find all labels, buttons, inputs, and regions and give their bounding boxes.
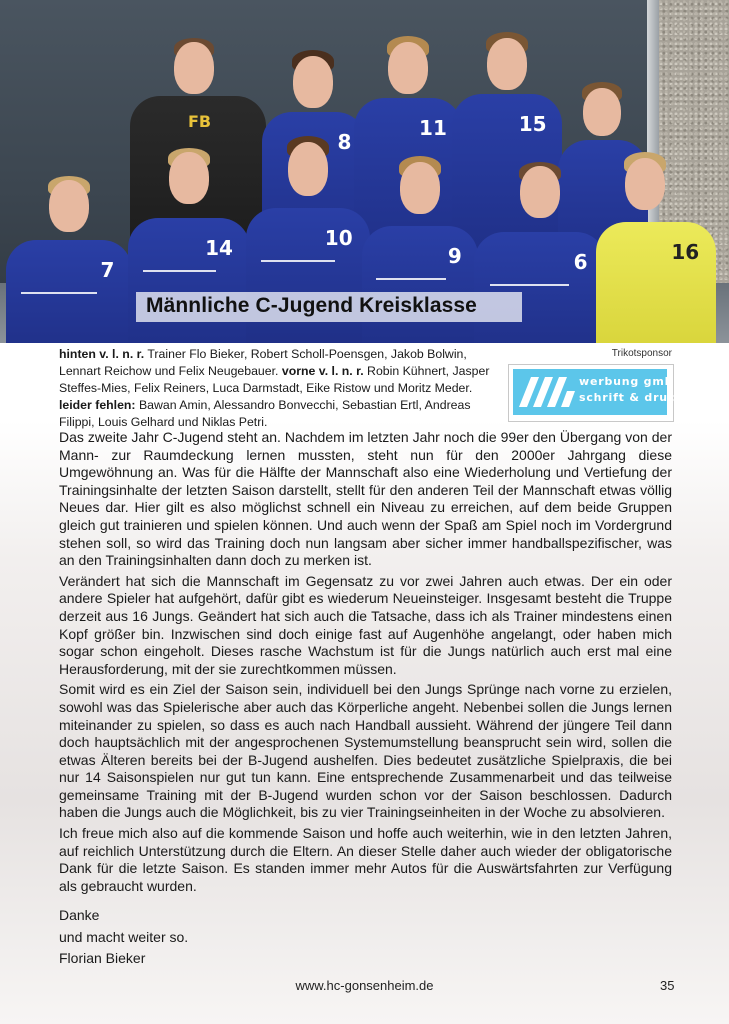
shirt-number: 15 (518, 112, 547, 136)
sponsor-label: Trikotsponsor (611, 348, 672, 359)
team-photo (0, 0, 729, 343)
shirt-number: 11 (419, 116, 447, 140)
photo-title-banner (136, 292, 522, 322)
shirt-number: 9 (447, 244, 462, 268)
front-row-label: vorne v. l. n. r. (281, 364, 364, 378)
article-body (59, 429, 672, 898)
back-row-label: hinten v. l. n. r. (59, 347, 145, 361)
shirt-number: 16 (671, 240, 700, 264)
article-paragraph: Das zweite Jahr C-Jugend steht an. Nachdem im letzten Jahr noch die 99er den Übergang von der Mann- zur Raumdeckung lernen mussten, steht nun für den 2000er Jahrgang diese Umgewöhnung an. Was für die Hälfte der Mannschaft also eine Wiederholung und Vertiefung der Trainingsinhalte der letzten Saison darstellt, stellt für den anderen Teil der Mannschaft etwas völlig Neues dar. Hier gilt es also möglichst schnell ein Niveau zu erreichen, auf dem beide Gruppen gleich gut trainieren und spielen können. Und auch wenn der Spaß am Spiel noch im Vordergrund stehen soll, so wird das Training doch nun langsam aber sicher immer handballspezifischer, was an den Trainingsinhalten dann doch zu merken ist. (59, 429, 672, 569)
page-number: 35 (660, 978, 675, 993)
shirt-number: 14 (205, 236, 233, 260)
front-row-names: Robin Kühnert, Jasper Steffes-Mies, Felix Reiners, Luca Darmstadt, Eike Ristow und Moritz Meder. (59, 364, 490, 395)
closing-thanks: Danke (59, 907, 100, 923)
missing-label: leider fehlen: (59, 398, 136, 412)
sponsor-line-1: werbung gmbh (579, 375, 682, 388)
shirt-number: 10 (324, 226, 353, 250)
shirt-number: 6 (573, 250, 588, 274)
missing-names: Bawan Amin, Alessandro Bonvecchi, Sebastian Ertl, Andreas Filippi, Louis Gelhard und Niklas Petri. (59, 398, 471, 429)
article-paragraph: Ich freue mich also auf die kommende Saison und hoffe auch weiterhin, wie in den letzten Jahren, auf reichlich Unterstützung durch die Eltern. An dieser Stelle daher auch wieder der obligatorische Dank für die letzte Saison. Es standen immer mehr Autos für die Auswärtsfahrten zur Verfügung als gebraucht wurden. (59, 825, 672, 894)
trainer-shirt-text: FB (188, 112, 212, 131)
sponsor-wm-icon (515, 371, 579, 413)
footer-url: www.hc-gonsenheim.de (295, 978, 434, 993)
author-signature: Florian Bieker (59, 950, 146, 966)
team-names-caption (59, 346, 499, 431)
back-row-names: Trainer Flo Bieker, Robert Scholl-Poensgen, Jakob Bolwin, Lennart Reichow und Felix Neugebauer. (59, 347, 467, 378)
shirt-number: 7 (100, 258, 115, 282)
article-closing (59, 905, 359, 970)
sponsor-logo (508, 364, 684, 422)
player-keeper (596, 152, 716, 343)
photo-title: Männliche C-Jugend Kreisklasse (146, 294, 477, 317)
player-front-1 (6, 176, 132, 343)
article-paragraph: Verändert hat sich die Mannschaft im Gegensatz zu vor zwei Jahren auch etwas. Der ein oder andere Spieler hat aufgehört, dafür gibt es wiederum Neueinsteiger. Insgesamt besteht die Truppe derzeit aus 16 Jungs. Geändert hat sich auch die Tatsache, dass ich als Trainer mindestens einen Kopf größer bin. Inzwischen sind doch einige fast auf Augenhöhe angelangt, oder haben mich sogar schon eingeholt. Dieses rasche Wachstum ist für die Jungs natürlich auch erst mal eine Herausforderung, mit der sie zurechtkommen müssen. (59, 572, 672, 677)
closing-line: und macht weiter so. (59, 928, 189, 945)
shirt-number: 8 (337, 130, 352, 154)
sponsor-line-2: schrift & druck (579, 391, 684, 404)
article-paragraph: Somit wird es ein Ziel der Saison sein, individuell bei den Jungs Sprünge nach vorne zu erzielen, sowohl was das Spielerische aber auch das Körperliche angeht. Nebenbei sollen die Jungs lernen miteinander zu spielen, so dass es auch nach Handball aussieht. Während der jüngere Teil dann doch hauptsächlich mit der angesprochenen Systemumstellung beansprucht sein wird, sollen die etwas Älteren bereits bei der B-Jugend aushelfen. Dies bedeutet zusätzliche Spielpraxis, die bei nur 14 Saisonspielen nur gut tun kann. Eine entsprechende Zusammenarbeit und das teilweise gemeinsame Training mit der B-Jugend wurden schon vor der Saison beschlossen. Dadurch haben die Jungs auch die Möglichkeit, bis zu vier Trainingseinheiten in der Woche zu absolvieren. (59, 681, 672, 821)
